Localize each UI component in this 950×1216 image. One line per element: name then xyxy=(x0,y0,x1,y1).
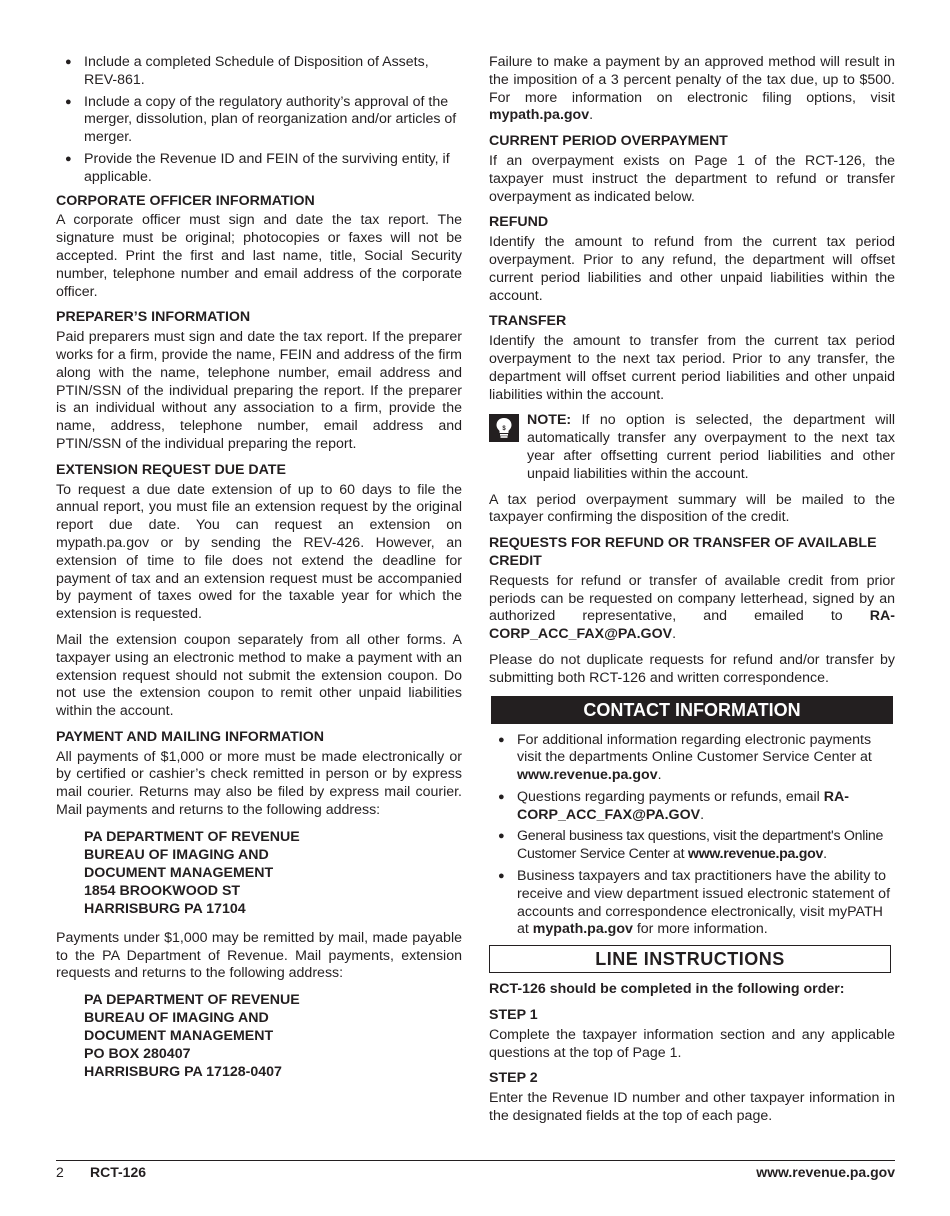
list-item: ● Include a copy of the regulatory authority’s approval of the merger, dissolution, plan of reorganization and/or articles of merger. xyxy=(56,94,462,147)
refund-heading: REFUND xyxy=(489,214,549,231)
refund-text: Identify the amount to refund from the current tax period overpayment. Prior to any refund, the department will offset current period liabilities and other unpaid liabilities within the account. xyxy=(489,234,895,304)
revenue-link[interactable]: www.revenue.pa.gov xyxy=(517,767,658,784)
contact-banner: CONTACT INFORMATION xyxy=(491,696,893,724)
contact-list xyxy=(489,732,895,940)
right-column xyxy=(489,54,895,1134)
preparer-text: Paid preparers must sign and date the tax report. If the preparer works for a firm, provide the name, FEIN and address of the firm along with the name, telephone number, email address and PTIN/SSN of the individual preparing the report. If the preparer is an individual without any association to a firm, provide the name, address, telephone number, email address and PTIN/SSN of the individual preparing the report. xyxy=(56,329,462,452)
lightbulb-icon xyxy=(489,414,519,442)
page-footer xyxy=(56,1160,895,1183)
step1-text: Complete the taxpayer information section and any applicable questions at the top of Page 1. xyxy=(489,1026,895,1061)
failure-text: Failure to make a payment by an approved method will result in the imposition of a 3 percent penalty of the tax due, up to $500. For more information on electronic filing options, visit mypath.pa.gov. xyxy=(489,54,895,124)
note-block xyxy=(489,412,895,483)
summary-text: A tax period overpayment summary will be mailed to the taxpayer confirming the disposition of the credit. xyxy=(489,491,895,526)
address-line: PO BOX 280407 xyxy=(84,1046,191,1063)
payment-text: All payments of $1,000 or more must be made electronically or by certified or cashier’s check remitted in person or by express mail courier. Returns may also be filed by express mail courier. Mail payments and returns to the following address: xyxy=(56,748,462,819)
transfer-heading: TRANSFER xyxy=(489,313,567,330)
requests-heading: REQUESTS FOR REFUND OR TRANSFER OF AVAILABLE CREDIT xyxy=(489,535,877,569)
address-line: PA DEPARTMENT OF REVENUE xyxy=(84,828,300,845)
list-item: ● Provide the Revenue ID and FEIN of the surviving entity, if applicable. xyxy=(56,151,462,187)
email-link[interactable]: RA-CORP_ACC_FAX@PA.GOV xyxy=(517,788,849,823)
address-line: 1854 BROOKWOOD ST xyxy=(84,882,241,899)
officer-text: A corporate officer must sign and date the tax report. The signature must be original; photocopies or faxes will not be accepted. Print the first and last name, title, Social Security number, telephone number and email address of the corporate officer. xyxy=(56,212,462,300)
svg-text:$: $ xyxy=(502,426,506,433)
extension-text-2: Mail the extension coupon separately from all other forms. A taxpayer using an electronic method to make a payment with an extension request should not submit the extension coupon. Do not use the extension coupon to remit other unpaid liabilities within the account. xyxy=(56,631,462,720)
list-item: ● For additional information regarding electronic payments visit the departments Online Customer Service Center at www.revenue.pa.gov. xyxy=(489,732,895,785)
overpayment-text: If an overpayment exists on Page 1 of the RCT-126, the taxpayer must instruct the department to refund or transfer overpayment as indicated below. xyxy=(489,152,895,205)
extension-text: To request a due date extension of up to 60 days to file the annual report, you must file an extension request by the original report due date. You can request an extension on mypath.pa.gov or by sending the REV-426. However, an extension of time to file does not extend the deadline for payment of tax and an extension request must be accompanied by payment of taxes owed for the taxable year for which the extension is requested. xyxy=(56,481,462,623)
step2-heading: STEP 2 xyxy=(489,1070,538,1087)
note-label: NOTE: xyxy=(527,412,572,429)
revenue-link[interactable]: www.revenue.pa.gov xyxy=(687,846,824,863)
officer-heading: CORPORATE OFFICER INFORMATION xyxy=(56,192,315,209)
step2-text: Enter the Revenue ID number and other taxpayer information in the designated fields at the top of each page. xyxy=(489,1090,895,1125)
address-line: DOCUMENT MANAGEMENT xyxy=(84,1028,274,1045)
address-line: DOCUMENT MANAGEMENT xyxy=(84,864,274,881)
line-instructions-banner: LINE INSTRUCTIONS xyxy=(489,945,891,973)
preparer-heading: PREPARER’S INFORMATION xyxy=(56,309,251,326)
address-line: HARRISBURG PA 17104 xyxy=(84,900,246,917)
note-text: If no option is selected, the department will automatically transfer any overpayment to the next tax year after offsetting current period liabilities and other unpaid liabilities within the account. xyxy=(527,412,895,482)
footer-url[interactable]: www.revenue.pa.gov xyxy=(756,1164,895,1180)
requirements-list xyxy=(56,54,462,187)
transfer-text: Identify the amount to transfer from the current tax period overpayment to the next tax period. Prior to any transfer, the department will offset current period liabilities and other unpaid liabilities within the account. xyxy=(489,333,895,403)
payment-heading: PAYMENT AND MAILING INFORMATION xyxy=(56,728,324,745)
mypath-link[interactable]: mypath.pa.gov xyxy=(489,107,590,124)
mypath-link[interactable]: mypath.pa.gov xyxy=(532,921,633,938)
address-line: BUREAU OF IMAGING AND xyxy=(84,1010,269,1027)
extension-heading: EXTENSION REQUEST DUE DATE xyxy=(56,461,286,478)
list-item: ● Include a completed Schedule of Disposition of Assets, REV-861. xyxy=(56,54,462,90)
list-item: ● General business tax questions, visit the department's Online Customer Service Center at www.revenue.pa.gov. xyxy=(489,828,895,864)
requests-text: Requests for refund or transfer of available credit from prior periods can be requested on company letterhead, signed by an authorized representative, and emailed to RA-CORP_ACC_FAX@PA.GOV. xyxy=(489,572,895,643)
page-number: 2 xyxy=(56,1164,64,1180)
list-item: ● Business taxpayers and tax practitioners have the ability to receive and view department issued electronic statement of accounts and correspondence electronically, visit myPATH at mypath.pa.gov for more information. xyxy=(489,868,895,939)
address-line: BUREAU OF IMAGING AND xyxy=(84,846,269,863)
step1-heading: STEP 1 xyxy=(489,1007,538,1024)
requests-email-link[interactable]: RA-CORP_ACC_FAX@PA.GOV xyxy=(489,608,895,643)
mailing-address-po-box xyxy=(84,991,462,1081)
overpayment-heading: CURRENT PERIOD OVERPAYMENT xyxy=(489,133,728,150)
duplicate-text: Please do not duplicate requests for refund and/or transfer by submitting both RCT-126 and written correspondence. xyxy=(489,651,895,686)
list-item: ● Questions regarding payments or refunds, email RA-CORP_ACC_FAX@PA.GOV. xyxy=(489,789,895,825)
mailing-address-express xyxy=(84,828,462,918)
address-line: PA DEPARTMENT OF REVENUE xyxy=(84,992,300,1009)
form-code: RCT-126 xyxy=(90,1164,147,1180)
payment-text-2: Payments under $1,000 may be remitted by mail, made payable to the PA Department of Revenue. Mail payments, extension requests and returns to the following address: xyxy=(56,929,462,982)
left-column xyxy=(56,54,462,1093)
address-line: HARRISBURG PA 17128-0407 xyxy=(84,1064,282,1081)
order-text: RCT-126 should be completed in the following order: xyxy=(489,981,845,998)
